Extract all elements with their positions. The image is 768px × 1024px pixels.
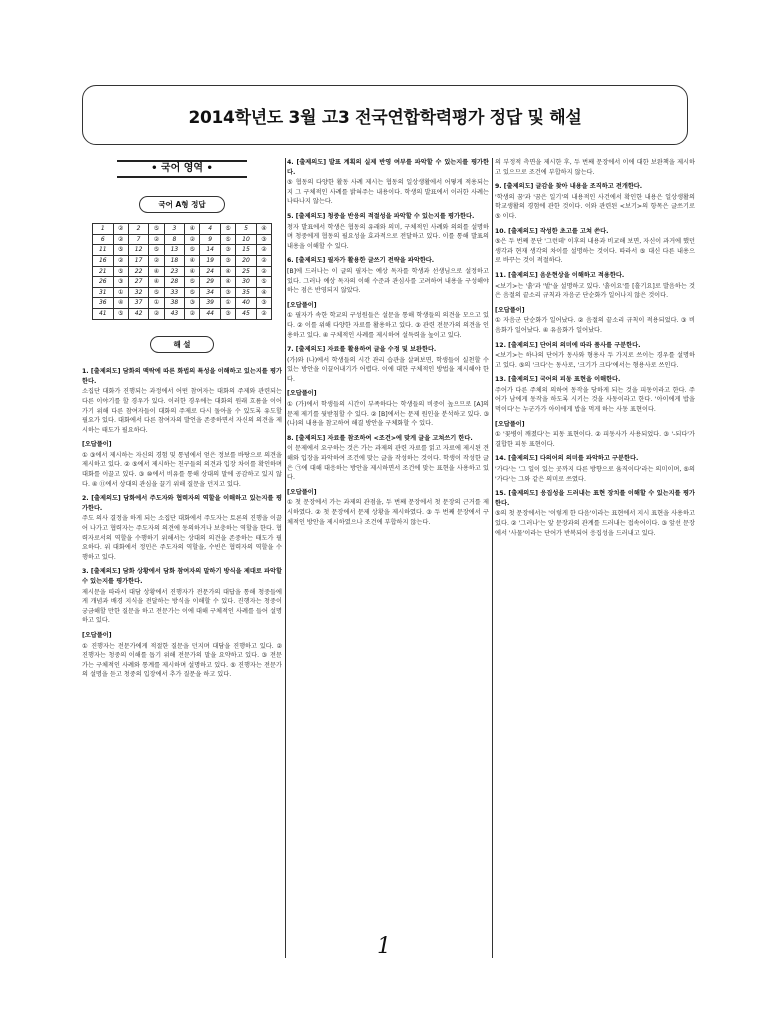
- answer-choice: ②: [185, 234, 200, 245]
- question-number: 12: [128, 245, 149, 256]
- question-number: 35: [236, 287, 257, 298]
- question-number: 38: [164, 298, 185, 309]
- question-number: 44: [200, 308, 221, 319]
- explanation-item: [287, 256, 489, 295]
- answer-choice: ⑤: [220, 234, 235, 245]
- answer-row: [93, 298, 272, 309]
- question-number: 20: [236, 255, 257, 266]
- question-number: 4: [200, 224, 221, 235]
- answer-row: [93, 287, 272, 298]
- question-number: 8: [164, 234, 185, 245]
- item-heading: [오답풀이]: [495, 306, 525, 314]
- item-body: <보기>는 '흙'과 '밭'을 설명하고 있다. '흙이요'를 [흘기요]로 발음하는 것은 음절의 끝소리 규칙과 자음군 단순화가 일어나지 않은 것이다.: [495, 282, 695, 300]
- item-body: 청자 발표에서 학생은 협동의 유래와 의미, 구체적인 사례와 의의를 설명하며 청중에게 협동의 필요성을 효과적으로 전달하고 있다. 이를 통해 발표의 내용을 이해할 수 있다.: [287, 223, 489, 250]
- question-number: 3: [164, 224, 185, 235]
- column-3: [495, 158, 695, 969]
- answer-choice: ③: [256, 234, 271, 245]
- answer-row: [93, 224, 272, 235]
- question-number: 21: [93, 266, 114, 277]
- explanation-item: [495, 182, 695, 221]
- answer-choice: ②: [113, 255, 128, 266]
- answer-choice: ⑤: [256, 277, 271, 288]
- answers-label: 국어 A형 정답: [139, 196, 225, 214]
- item-heading: [오답풀이]: [82, 441, 112, 449]
- item-heading: 2. [출제의도] 담화에서 주도자와 협력자의 역할을 이해하고 있는지를 평가한다.: [82, 495, 282, 512]
- item-heading: 13. [출제의도] 국어의 피동 표현을 이해한다.: [495, 376, 621, 384]
- question-number: 11: [93, 245, 114, 256]
- item-heading: 3. [출제의도] 담화 상황에서 담화 참여자의 말하기 방식을 제대로 파악할 수 있는지를 평가한다.: [82, 568, 282, 585]
- item-heading: 9. [출제의도] 글감을 찾아 내용을 조직하고 전개한다.: [495, 183, 643, 191]
- question-number: 45: [236, 308, 257, 319]
- column-divider: [492, 158, 493, 958]
- answer-choice: ③: [220, 255, 235, 266]
- answer-choice: ⑤: [149, 224, 164, 235]
- answer-choice: ③: [185, 298, 200, 309]
- explanation-item: [287, 434, 489, 483]
- question-number: 33: [164, 287, 185, 298]
- explanation-item: [495, 341, 695, 371]
- item-heading: 1. [출제의도] 담화의 맥락에 따른 화법의 특성을 이해하고 있는지를 평가한다.: [82, 368, 282, 385]
- answer-choice: ③: [220, 308, 235, 319]
- answer-choice: ④: [185, 224, 200, 235]
- answer-choice: ④: [220, 266, 235, 277]
- item-body: 제시문을 따라서 대담 상황에서 진행자가 전문가의 대답을 통해 청중들에게 개념과 배경 지식을 전달하는 방식을 이해할 수 있다. 진행자는 청중이 궁금해할 만한 질문을 하고 전문가는 이에 대해 구체적인 사례를 들어 설명하고 있다.: [82, 588, 282, 625]
- item-heading: 7. [출제의도] 자료를 활용하여 글을 수정 및 보완한다.: [287, 346, 437, 354]
- explanation-item: [495, 271, 695, 301]
- question-number: 32: [128, 287, 149, 298]
- question-number: 28: [164, 277, 185, 288]
- answer-choice: ②: [149, 255, 164, 266]
- answer-choice: ⑤: [113, 266, 128, 277]
- question-number: 34: [200, 287, 221, 298]
- explanation-item: [495, 489, 695, 538]
- explanation-item: [287, 488, 489, 527]
- item-heading: 5. [출제의도] 청중을 반응의 적절성을 파악할 수 있는지를 평가한다.: [287, 212, 475, 220]
- item-heading: 10. [출제의도] 작성한 초고를 고쳐 쓴다.: [495, 227, 609, 235]
- explanation-item: [287, 389, 489, 428]
- item-heading: 12. [출제의도] 단어의 의미에 따라 품사를 구분한다.: [495, 341, 641, 349]
- item-body: <보기>는 하나의 단어가 동사와 형용사 두 가지로 쓰이는 경우를 설명하고 있다. ⑤의 '크다'는 동사로, '크기가 크다'에서는 형용사로 쓰인다.: [495, 352, 695, 369]
- question-number: 1: [93, 224, 114, 235]
- answer-row: [93, 266, 272, 277]
- explanation-item: [82, 440, 282, 489]
- explanation-item: [82, 567, 282, 626]
- explanation-item: [287, 158, 489, 207]
- explanation-item: [495, 420, 695, 450]
- section-heading: • 국어 영역 •: [117, 160, 247, 178]
- item-body: ⑤은 두 번째 문단 '그런데' 이후의 내용과 비교해 보면, 자신이 과거에 했던 생각과 현재 생각의 차이를 설명하는 것이다. 따라서 ⑤ 대신 다른 내용으로 바꾸는 것이 적절하다.: [495, 238, 695, 265]
- explanation-item: [82, 494, 282, 562]
- question-number: 39: [200, 298, 221, 309]
- item-body: 주어가 다른 주체의 의하여 동작을 당하게 되는 것을 피동이라고 한다. 주어가 남에게 동작을 하도록 시키는 것을 사동이라고 한다. '아이에게 밥을 먹이다'는 누군가가 아이에게 밥을 먹게 하는 사동 표현이다.: [495, 386, 695, 414]
- question-number: 41: [93, 308, 114, 319]
- item-body: 의 부정적 측면을 제시한 후, 두 번째 문장에서 이에 대한 보완책을 제시하고 있으므로 조건에 부합하지 않는다.: [495, 159, 695, 176]
- question-number: 30: [236, 277, 257, 288]
- explanation-item: [495, 454, 695, 484]
- question-number: 10: [236, 234, 257, 245]
- answer-choice: ③: [220, 245, 235, 256]
- item-body: ① ③에서 제시하는 자신의 경험 및 통념에서 얻은 정보를 바탕으로 의견을 제시하고 있다. ② ⑤에서 제시하는 친구들의 의견과 입장 차이를 확인하며 대화를 이끌고 있다. ③ ⑩에서 비유를 통해 상대의 말에 공감하고 있지 않다. ④ ⑪에서 상대의 관심을 끌기 위해 질문을 던지고 있다.: [82, 451, 282, 488]
- answer-table: [92, 223, 272, 319]
- explanation-item: [495, 158, 695, 177]
- answer-choice: ②: [149, 308, 164, 319]
- item-body: ① 진행자는 전문가에게 적절한 질문을 던지며 대담을 진행하고 있다. ② 진행자는 청중의 이해를 돕기 위해 전문가의 말을 요약하고 있다. ③ 전문가는 구체적인 사례와 통계를 제시하며 설명하고 있다. ⑤ 진행자는 전문가의 설명을 듣고 청중의 입장에서 추가 질문을 하고 있다.: [82, 642, 282, 679]
- question-number: 18: [164, 255, 185, 266]
- answer-row: [93, 308, 272, 319]
- question-number: 42: [128, 308, 149, 319]
- question-number: 5: [236, 224, 257, 235]
- item-body: ⑤ 협동의 다양한 활동 사례 제시는 협동의 일상생활에서 어떻게 적용되는지 그 구체적인 사례를 밝혀주는 내용이다. 학생의 발표에서 이러한 사례는 나타나지 않는다.: [287, 179, 489, 206]
- explanation-item: [495, 227, 695, 266]
- item-heading: 11. [출제의도] 음운현상을 이해하고 적용한다.: [495, 271, 625, 279]
- answer-choice: ②: [113, 234, 128, 245]
- answer-choice: ④: [149, 277, 164, 288]
- explanation-item: [82, 367, 282, 435]
- question-number: 27: [128, 277, 149, 288]
- answer-row: [93, 245, 272, 256]
- question-number: 31: [93, 287, 114, 298]
- explanation-items: [82, 367, 282, 680]
- answer-row: [93, 255, 272, 266]
- item-heading: 6. [출제의도] 필자가 활용한 글쓰기 전략을 파악한다.: [287, 257, 435, 265]
- answer-choice: ⑤: [113, 245, 128, 256]
- column-2: [287, 158, 489, 969]
- question-number: 17: [128, 255, 149, 266]
- item-body: ① 필자가 속한 학교의 구성원들은 설문을 통해 학생들의 의견을 모으고 있다. ② 이를 위해 다양한 자료를 활용하고 있다. ③ 관련 전문가의 의견을 인용하고 있다. ④ 구체적인 사례를 제시하여 설득력을 높이고 있다.: [287, 312, 489, 339]
- answer-choice: ④: [185, 255, 200, 266]
- item-heading: [오답풀이]: [287, 301, 317, 309]
- explanation-item: [495, 306, 695, 336]
- question-number: 22: [128, 266, 149, 277]
- question-number: 25: [236, 266, 257, 277]
- answer-choice: ④: [220, 277, 235, 288]
- answer-choice: ⑤: [185, 245, 200, 256]
- answer-choice: ⑤: [113, 308, 128, 319]
- answer-choice: ③: [113, 277, 128, 288]
- question-number: 43: [164, 308, 185, 319]
- item-body: ① 첫 문장에서 가는 과제의 관점을, 두 번째 문장에서 첫 문장의 근거를 제시하였다. ② 첫 문장에서 문제 상황을 제시하였다. ③ 두 번째 문장에서 구체적인 방안을 제시하였으나 조건에 부합하지 않는다.: [287, 499, 489, 526]
- answer-choice: ④: [113, 298, 128, 309]
- question-number: 24: [200, 266, 221, 277]
- item-body: [B]에 드러나는 이 글의 필자는 예상 독자를 학생과 선생님으로 설정하고 있다. 그러나 예상 독자의 이해 수준과 관심사를 고려하여 내용을 구성해야 하는 점은 반영되지 않았다.: [287, 267, 489, 295]
- question-number: 36: [93, 298, 114, 309]
- question-number: 2: [128, 224, 149, 235]
- answer-choice: ②: [256, 255, 271, 266]
- answer-choice: ④: [256, 287, 271, 298]
- item-body: '학생의 꿈'과 '꿈은 일기'의 내용적인 사건에서 확인한 내용은 일상생활의 학교생활의 경험에 관한 것이다. 이와 관련된 <보기>의 항목은 글쓰기로 ⑤ 이다.: [495, 193, 695, 220]
- column-1: [82, 158, 282, 969]
- item-body: 소집단 대화가 진행되는 과정에서 어떤 참여자는 대화의 주제와 관련되는 다른 이야기를 할 경우가 있다. 이러한 경우에는 대화의 원래 흐름을 이어가기 위해 다른 참여자들이 대화의 주제로 다시 돌아올 수 있도록 유도할 필요가 있다. 대화에서 다른 참여자의 발언을 존중하면서 자신의 의견을 제시하는 태도가 필요하다.: [82, 388, 282, 434]
- answer-choice: ⑤: [149, 245, 164, 256]
- item-body: ① '꽃병이 깨졌다'는 피동 표현이다. ② 피동사가 사용되었다. ③ '-되다'가 결합한 피동 표현이다.: [495, 431, 695, 448]
- explanation-item: [82, 631, 282, 680]
- answer-choice: ③: [256, 298, 271, 309]
- question-number: 16: [93, 255, 114, 266]
- answer-choice: ④: [185, 266, 200, 277]
- question-number: 26: [93, 277, 114, 288]
- answer-choice: ⑤: [185, 277, 200, 288]
- question-number: 9: [200, 234, 221, 245]
- item-heading: 14. [출제의도] 다의어의 의미를 파악하고 구분한다.: [495, 455, 639, 463]
- item-heading: [오답풀이]: [495, 420, 525, 428]
- answer-choice: ②: [256, 245, 271, 256]
- question-number: 29: [200, 277, 221, 288]
- answer-choice: ①: [113, 287, 128, 298]
- answer-choice: ③: [220, 287, 235, 298]
- item-heading: [오답풀이]: [287, 488, 317, 496]
- page-number: 1: [377, 934, 391, 959]
- page-title: 2014학년도 3월 고3 전국연합학력평가 정답 및 해설: [188, 107, 582, 128]
- question-number: 37: [128, 298, 149, 309]
- answer-choice: ②: [256, 266, 271, 277]
- item-body: ① 자음군 단순화가 일어났다. ② 음절의 끝소리 규칙이 적용되었다. ③ 비음화가 일어났다. ④ 유음화가 일어났다.: [495, 317, 695, 334]
- explanation-item: [495, 375, 695, 414]
- explanation-item: [287, 345, 489, 384]
- answer-choice: ②: [113, 224, 128, 235]
- question-number: 15: [236, 245, 257, 256]
- explanation-item: [287, 301, 489, 340]
- answer-choice: ⑤: [185, 287, 200, 298]
- answer-choice: ⑤: [149, 287, 164, 298]
- item-body: ⑤의 첫 문장에서는 '이렇게 한 다음'이라는 표현에서 지시 표현을 사용하고 있다. ② '그러나'는 앞 문장과의 관계를 드러내는 접속어이다. ③ 앞선 문장에서 '사물'이라는 단어가 반복되어 응집성을 드러내고 있다.: [495, 510, 695, 537]
- item-body: (가)와 (나)에서 학생들의 시간 관리 습관을 살펴보면, 학생들이 실천할 수 있는 방안을 이끌어내기가 어렵다. 이에 대한 구체적인 방법을 제시해야 한다.: [287, 356, 489, 383]
- answer-choice: ④: [256, 224, 271, 235]
- answer-choice: ①: [149, 298, 164, 309]
- answer-choice: ②: [256, 308, 271, 319]
- item-heading: 15. [출제의도] 응집성을 드러내는 표현 장치를 이해할 수 있는지를 평가한다.: [495, 490, 695, 507]
- answer-row: [93, 234, 272, 245]
- title-box: [82, 85, 688, 145]
- question-number: 7: [128, 234, 149, 245]
- explanation-label: 해 설: [150, 336, 214, 354]
- answer-choice: ②: [185, 308, 200, 319]
- item-body: 이 문제에서 요구하는 것은 가는 과제의 관련 자료를 읽고 자료에 제시된 견해와 입장을 파악하여 조건에 맞는 글을 작성하는 것이다. 학생이 작성한 글은 ㉠에 대해 대응하는 방안을 제시하면서 조건에 맞는 표현을 사용하고 있다.: [287, 445, 489, 482]
- answer-choice: ②: [149, 234, 164, 245]
- explanation-item: [287, 212, 489, 251]
- question-number: 19: [200, 255, 221, 266]
- answer-choice: ⑤: [220, 224, 235, 235]
- item-body: '가다'는 '그 일이 있는 곳까지 다른 방향으로 움직이다'라는 의미이며, ⑤의 '가다'는 그와 같은 의미로 쓰였다.: [495, 466, 695, 483]
- question-number: 14: [200, 245, 221, 256]
- item-body: ① (가)에서 학생들의 시간이 부족하다는 학생들의 비중이 높으므로 [A]의 문제 제기를 뒷받침할 수 있다. ② [B]에서는 문제 원인을 분석하고 있다. ③ (나)의 내용을 참고하여 해결 방안을 구체화할 수 있다.: [287, 401, 489, 428]
- answer-choice: ①: [220, 298, 235, 309]
- item-heading: [오답풀이]: [287, 390, 317, 398]
- column-divider: [285, 158, 286, 958]
- answer-row: [93, 277, 272, 288]
- item-body: 주도 의사 결정을 하게 되는 소집단 대화에서 주도자는 토론의 진행을 이끌어 나가고 협력자는 주도자의 의견에 동의하거나 보충하는 역할을 한다. 협력자로서의 역할을 수행하기 위해서는 상대의 의견을 존중하는 태도가 필요하다. 위 대화에서 정민은 주도자의 역할을, 수빈은 협력자의 역할을 수행하고 있다.: [82, 515, 282, 561]
- question-number: 40: [236, 298, 257, 309]
- answer-choice: ④: [149, 266, 164, 277]
- item-heading: [오답풀이]: [82, 631, 112, 639]
- item-heading: 8. [출제의도] 자료를 참조하여 <조건>에 맞게 글을 고쳐쓰기 한다.: [287, 434, 473, 442]
- item-heading: 4. [출제의도] 발표 계획의 실제 반영 여부를 파악할 수 있는지를 평가한다.: [287, 159, 489, 176]
- question-number: 23: [164, 266, 185, 277]
- question-number: 13: [164, 245, 185, 256]
- question-number: 6: [93, 234, 114, 245]
